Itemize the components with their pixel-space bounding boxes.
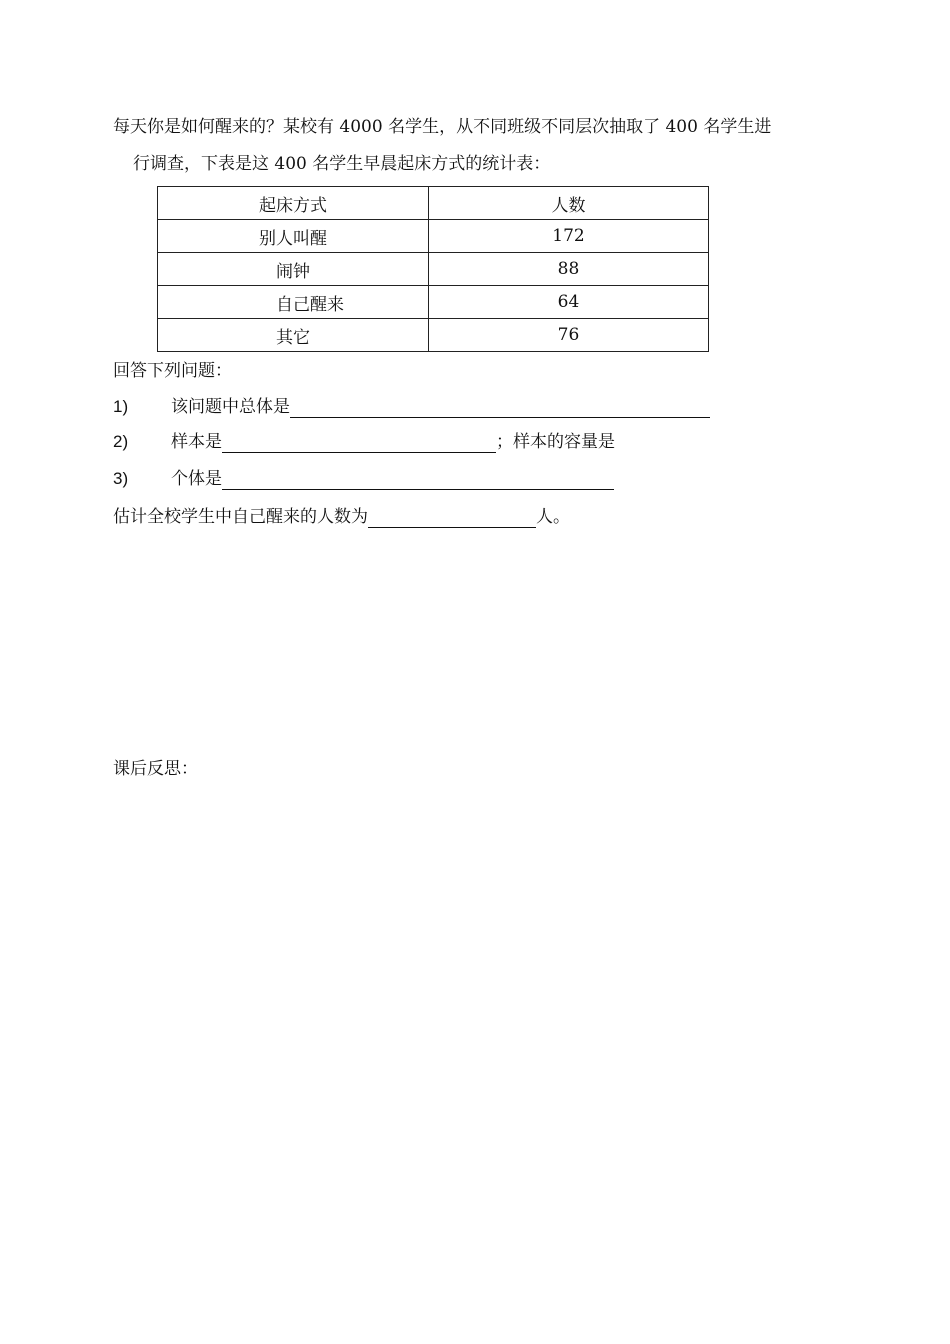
estimate-question — [113, 506, 570, 528]
question-text: 个体是 — [171, 469, 222, 489]
statistics-table — [157, 186, 709, 352]
question-1 — [113, 396, 710, 418]
table-row — [158, 220, 709, 253]
table-row — [158, 253, 709, 286]
table-header-row — [158, 187, 709, 220]
question-2 — [113, 431, 615, 453]
question-text: 样本是 — [171, 432, 222, 452]
question-number: 2) — [113, 432, 129, 451]
table-row — [158, 319, 709, 352]
estimate-prefix: 估计全校学生中自己醒来的人数为 — [113, 507, 368, 527]
row-count: 172 — [429, 220, 709, 253]
row-method: 其它 — [158, 319, 429, 352]
header-method: 起床方式 — [158, 187, 429, 220]
row-count: 76 — [429, 319, 709, 352]
row-count: 88 — [429, 253, 709, 286]
intro-line-1: 每天你是如何醒来的？某校有 4000 名学生，从不同班级不同层次抽取了 400 名学生进 — [113, 117, 772, 137]
question-number: 1) — [113, 397, 129, 416]
row-method: 闹钟 — [158, 253, 429, 286]
row-count: 64 — [429, 286, 709, 319]
row-method: 自己醒来 — [158, 286, 429, 319]
question-suffix: ；样本的容量是 — [496, 432, 615, 452]
answer-blank[interactable] — [368, 509, 536, 528]
estimate-suffix: 人。 — [536, 507, 570, 527]
answer-blank[interactable] — [222, 434, 496, 453]
table-row — [158, 286, 709, 319]
question-3 — [113, 468, 614, 490]
reflection-heading: 课后反思： — [113, 759, 198, 779]
answer-blank[interactable] — [222, 471, 614, 490]
intro-line-2: 行调查，下表是这 400 名学生早晨起床方式的统计表： — [133, 154, 551, 174]
questions-heading: 回答下列问题： — [113, 361, 232, 381]
question-text: 该问题中总体是 — [171, 397, 290, 417]
header-count: 人数 — [429, 187, 709, 220]
answer-blank[interactable] — [290, 399, 710, 418]
row-method: 别人叫醒 — [158, 220, 429, 253]
question-number: 3) — [113, 469, 129, 488]
